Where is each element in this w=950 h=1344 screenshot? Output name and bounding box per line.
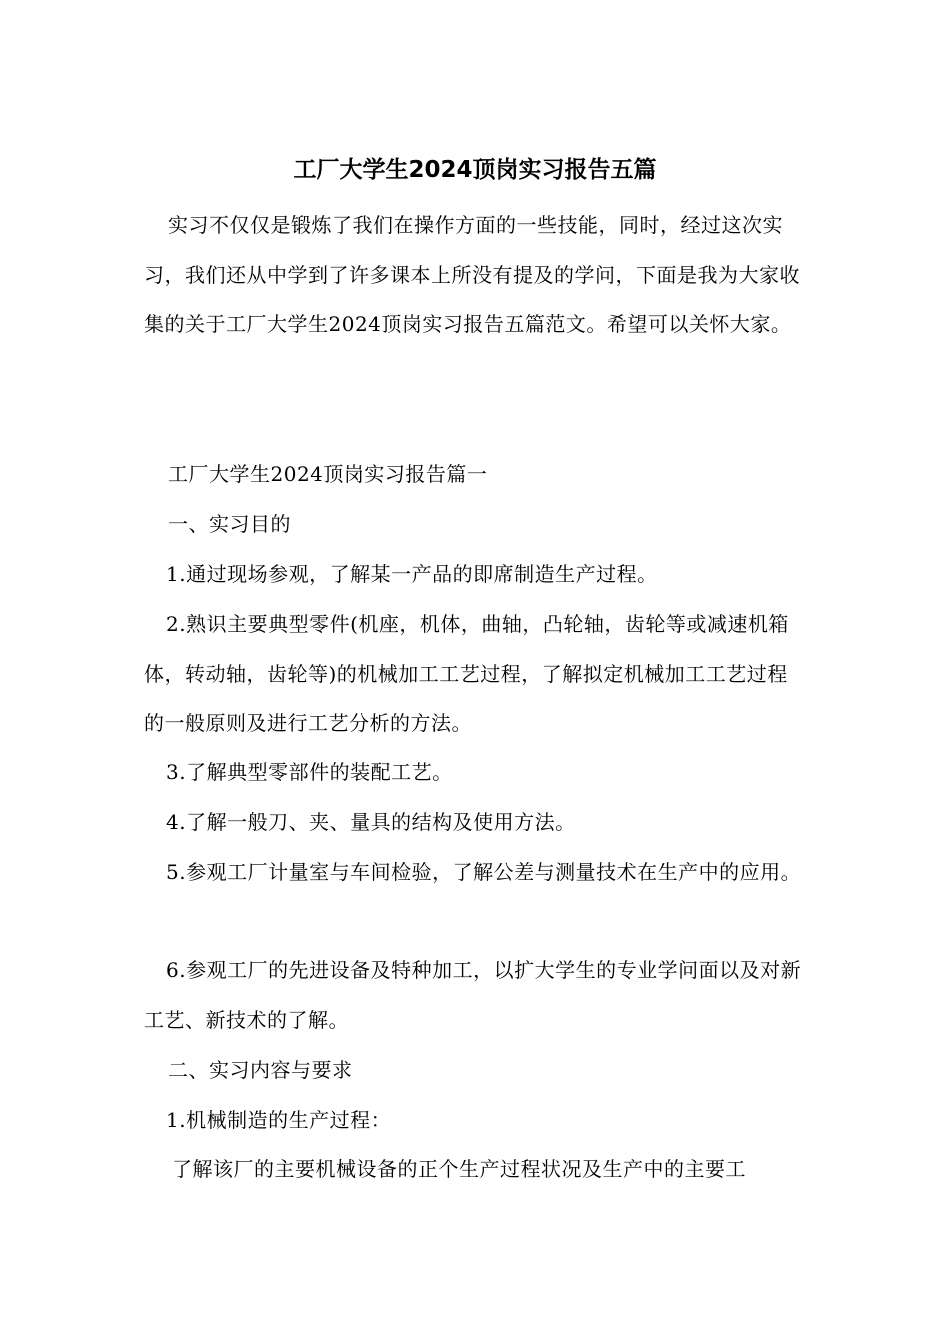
- list-item: 5.参观工厂计量室与车间检验，了解公差与测量技术在生产中的应用。: [166, 860, 802, 884]
- section-heading-content: 二、实习内容与要求: [168, 1058, 353, 1082]
- list-item: 1.机械制造的生产过程：: [166, 1108, 392, 1132]
- list-item: 1.通过现场参观，了解某一产品的即席制造生产过程。: [166, 562, 658, 586]
- list-item: 6.参观工厂的先进设备及特种加工，以扩大学生的专业学问面以及对新工艺、新技术的了解。: [144, 958, 802, 1032]
- list-item: 2.熟识主要典型零件(机座，机体，曲轴，凸轮轴，齿轮等或减速机箱体，转动轴，齿轮等)的机械加工工艺过程，了解拟定机械加工工艺过程的一般原则及进行工艺分析的方法。: [144, 612, 789, 735]
- section-heading-goals: 一、实习目的: [168, 512, 291, 536]
- document-title: 工厂大学生2024顶岗实习报告五篇: [293, 157, 657, 183]
- list-item: 3.了解典型零部件的装配工艺。: [166, 760, 453, 784]
- list-item: 4.了解一般刀、夹、量具的结构及使用方法。: [166, 810, 576, 834]
- body-paragraph: 了解该厂的主要机械设备的正个生产过程状况及生产中的主要工: [172, 1157, 746, 1181]
- section-title: 工厂大学生2024顶岗实习报告篇一: [168, 462, 488, 486]
- intro-paragraph: 实习不仅仅是锻炼了我们在操作方面的一些技能，同时，经过这次实习，我们还从中学到了许多课本上所没有提及的学问，下面是我为大家收集的关于工厂大学生2024顶岗实习报告五篇范文。希望可以关怀大家。: [144, 213, 800, 336]
